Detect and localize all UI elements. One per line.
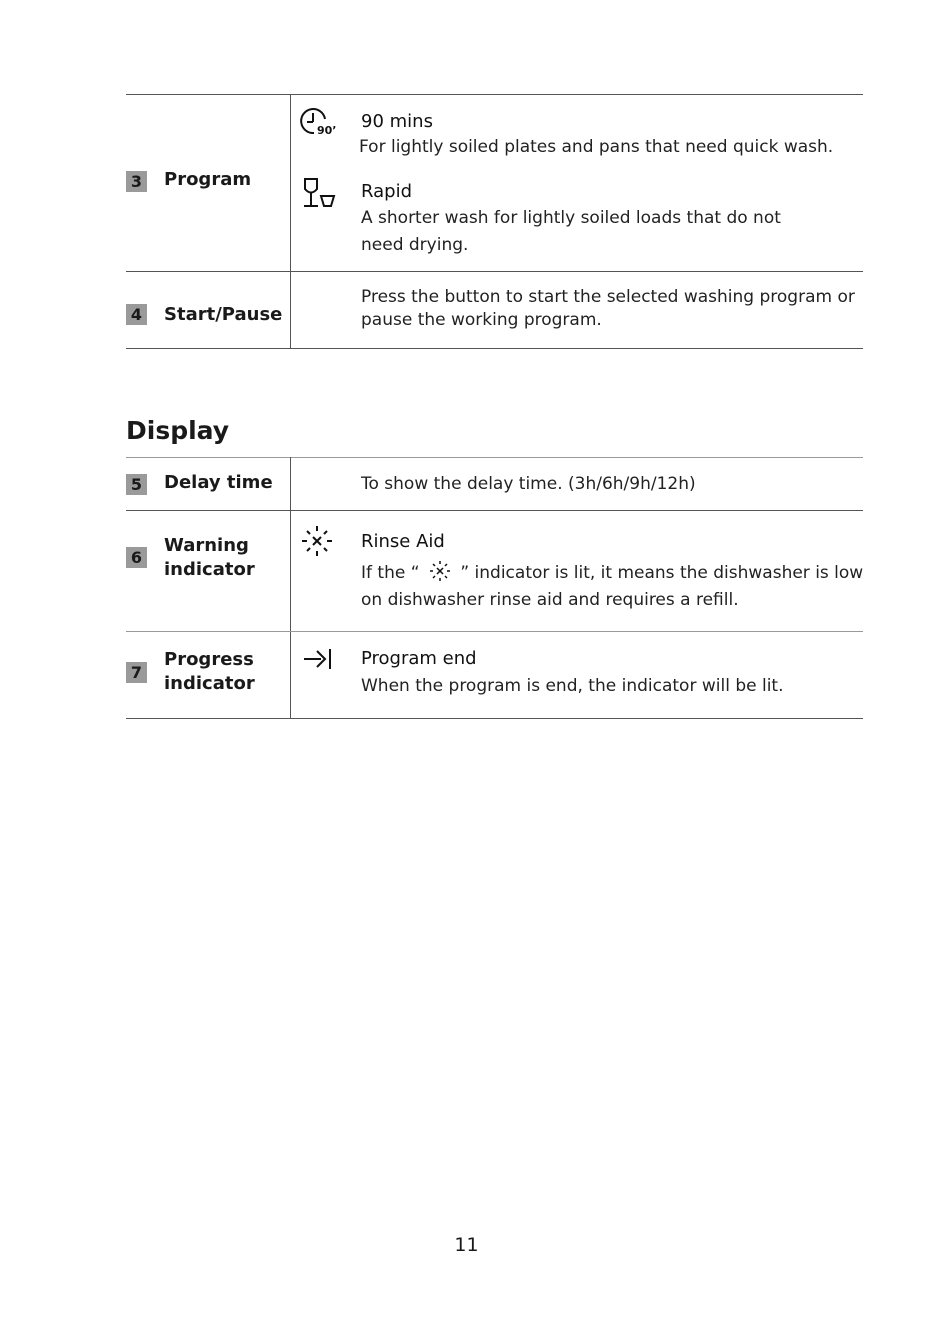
table-top-border <box>126 94 863 95</box>
display-heading: Display <box>126 416 230 445</box>
start-pause-label: Start/Pause <box>164 304 283 325</box>
progress-indicator-label-line2: indicator <box>164 673 255 694</box>
program-end-description: When the program is end, the indicator will be lit. <box>361 676 784 696</box>
entry-title-program-end: Program end <box>361 648 477 669</box>
item-number-badge: 6 <box>126 547 147 568</box>
glass-cup-icon <box>300 176 338 214</box>
entry-title-rinse-aid: Rinse Aid <box>361 531 445 552</box>
item-number-badge: 7 <box>126 662 147 683</box>
row-divider <box>126 271 863 272</box>
delay-time-label: Delay time <box>164 472 273 493</box>
page-number: 11 <box>454 1234 479 1256</box>
start-pause-description-line1: Press the button to start the selected washing program or <box>361 287 855 307</box>
program-label: Program <box>164 169 252 190</box>
rinse-aid-description-prefix: If the “ <box>361 563 420 583</box>
entry-description-90-mins: For lightly soiled plates and pans that need quick wash. <box>359 137 834 157</box>
item-number-badge: 3 <box>126 171 147 192</box>
progress-indicator-label-line1: Progress <box>164 649 254 670</box>
display-table-bottom-border <box>126 718 863 719</box>
rinse-aid-description-suffix: ” indicator is lit, it means the dishwasher is low <box>460 563 864 583</box>
entry-title-90-mins: 90 mins <box>361 111 433 132</box>
display-column-divider <box>290 457 291 718</box>
warning-indicator-label-line2: indicator <box>164 559 255 580</box>
item-number-badge: 4 <box>126 304 147 325</box>
rinse-aid-sparkle-icon <box>429 560 451 582</box>
row-divider <box>126 631 863 632</box>
item-number-badge: 5 <box>126 474 147 495</box>
table-column-divider <box>290 94 291 349</box>
display-table-top-border <box>126 457 863 458</box>
entry-description-rapid-line1: A shorter wash for lightly soiled loads that do not <box>361 208 781 228</box>
rinse-aid-sparkle-icon <box>300 524 336 564</box>
delay-time-description: To show the delay time. (3h/6h/9h/12h) <box>361 474 696 494</box>
rinse-aid-description-line1 <box>361 560 863 586</box>
row-divider <box>126 510 863 511</box>
svg-text:90’: 90’ <box>317 124 337 136</box>
clock-90-icon <box>300 106 338 140</box>
start-pause-description-line2: pause the working program. <box>361 310 602 330</box>
program-end-icon <box>303 646 335 676</box>
warning-indicator-label-line1: Warning <box>164 535 249 556</box>
rinse-aid-description-line2: on dishwasher rinse aid and requires a refill. <box>361 590 739 610</box>
entry-title-rapid: Rapid <box>361 181 412 202</box>
entry-description-rapid-line2: need drying. <box>361 235 469 255</box>
table-bottom-border <box>126 348 863 349</box>
